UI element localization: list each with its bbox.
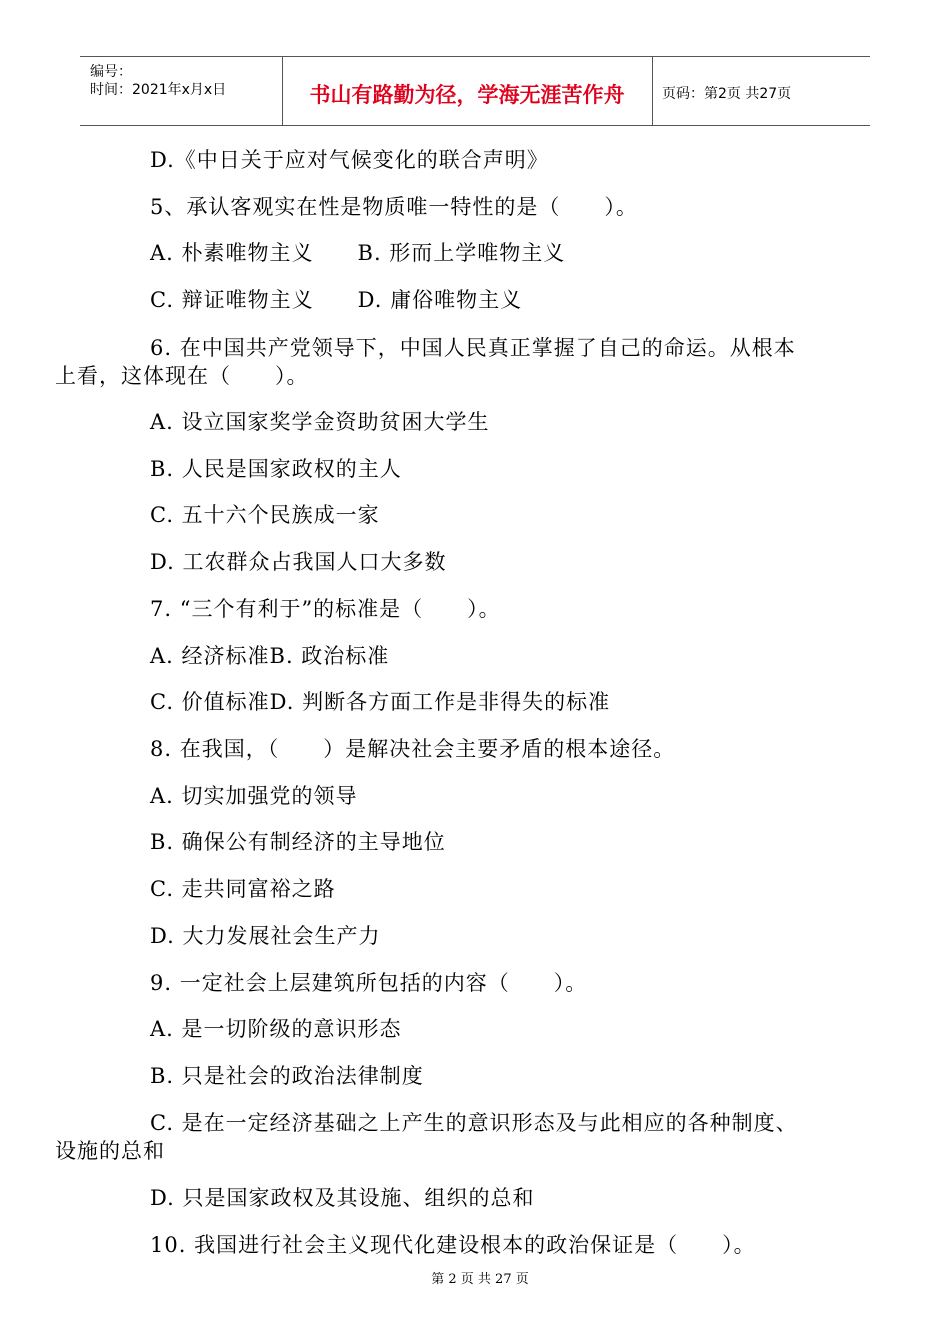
question-line: 10. 我国进行社会主义现代化建设根本的政治保证是（ ）。 bbox=[150, 1233, 756, 1257]
option-line: C. 是在一定经济基础之上产生的意识形态及与此相应的各种制度、 bbox=[150, 1111, 798, 1135]
option-line: B. 确保公有制经济的主导地位 bbox=[150, 830, 446, 854]
option-line-continued: 设施的总和 bbox=[55, 1139, 165, 1163]
option-line: C. 走共同富裕之路 bbox=[150, 877, 336, 901]
option-line: A. 设立国家奖学金资助贫困大学生 bbox=[150, 410, 490, 434]
option-line: A. 朴素唯物主义 B. 形而上学唯物主义 bbox=[150, 241, 566, 265]
option-line: D. 只是国家政权及其设施、组织的总和 bbox=[150, 1186, 535, 1210]
header-page-cell bbox=[652, 57, 870, 125]
question-line: 7. “三个有利于”的标准是（ ）。 bbox=[150, 597, 501, 621]
option-line: A. 经济标准B. 政治标准 bbox=[150, 644, 390, 668]
header-meta-cell bbox=[80, 57, 283, 125]
option-line: C. 价值标准D. 判断各方面工作是非得失的标准 bbox=[150, 690, 611, 714]
option-line: A. 是一切阶级的意识形态 bbox=[150, 1017, 402, 1041]
option-line: D. 工农群众占我国人口大多数 bbox=[150, 550, 447, 574]
motto-text: 书山有路勤为径，学海无涯苦作舟 bbox=[309, 83, 625, 107]
serial-label: 编号： bbox=[90, 64, 132, 80]
option-line: B. 只是社会的政治法律制度 bbox=[150, 1064, 424, 1088]
header-motto-cell bbox=[282, 57, 653, 125]
question-line: 8. 在我国，（ ）是解决社会主要矛盾的根本途径。 bbox=[150, 737, 676, 761]
page-footer: 第 2 页 共 27 页 bbox=[431, 1272, 529, 1287]
page-header bbox=[80, 56, 870, 126]
option-line: A. 切实加强党的领导 bbox=[150, 784, 358, 808]
question-line: 6. 在中国共产党领导下，中国人民真正掌握了自己的命运。从根本 bbox=[150, 336, 796, 360]
page-info: 页码：第2页 共27页 bbox=[662, 86, 792, 102]
option-line: D. 大力发展社会生产力 bbox=[150, 924, 381, 948]
option-line: C. 辩证唯物主义 D. 庸俗唯物主义 bbox=[150, 288, 523, 312]
question-line: 9. 一定社会上层建筑所包括的内容（ ）。 bbox=[150, 971, 588, 995]
option-line: D.《中日关于应对气候变化的联合声明》 bbox=[150, 148, 549, 172]
option-line: C. 五十六个民族成一家 bbox=[150, 503, 380, 527]
question-line-continued: 上看，这体现在（ ）。 bbox=[55, 364, 309, 388]
question-line: 5、承认客观实在性是物质唯一特性的是（ ）。 bbox=[150, 195, 638, 219]
time-label: 时间：2021年x月x日 bbox=[90, 82, 227, 98]
option-line: B. 人民是国家政权的主人 bbox=[150, 457, 402, 481]
